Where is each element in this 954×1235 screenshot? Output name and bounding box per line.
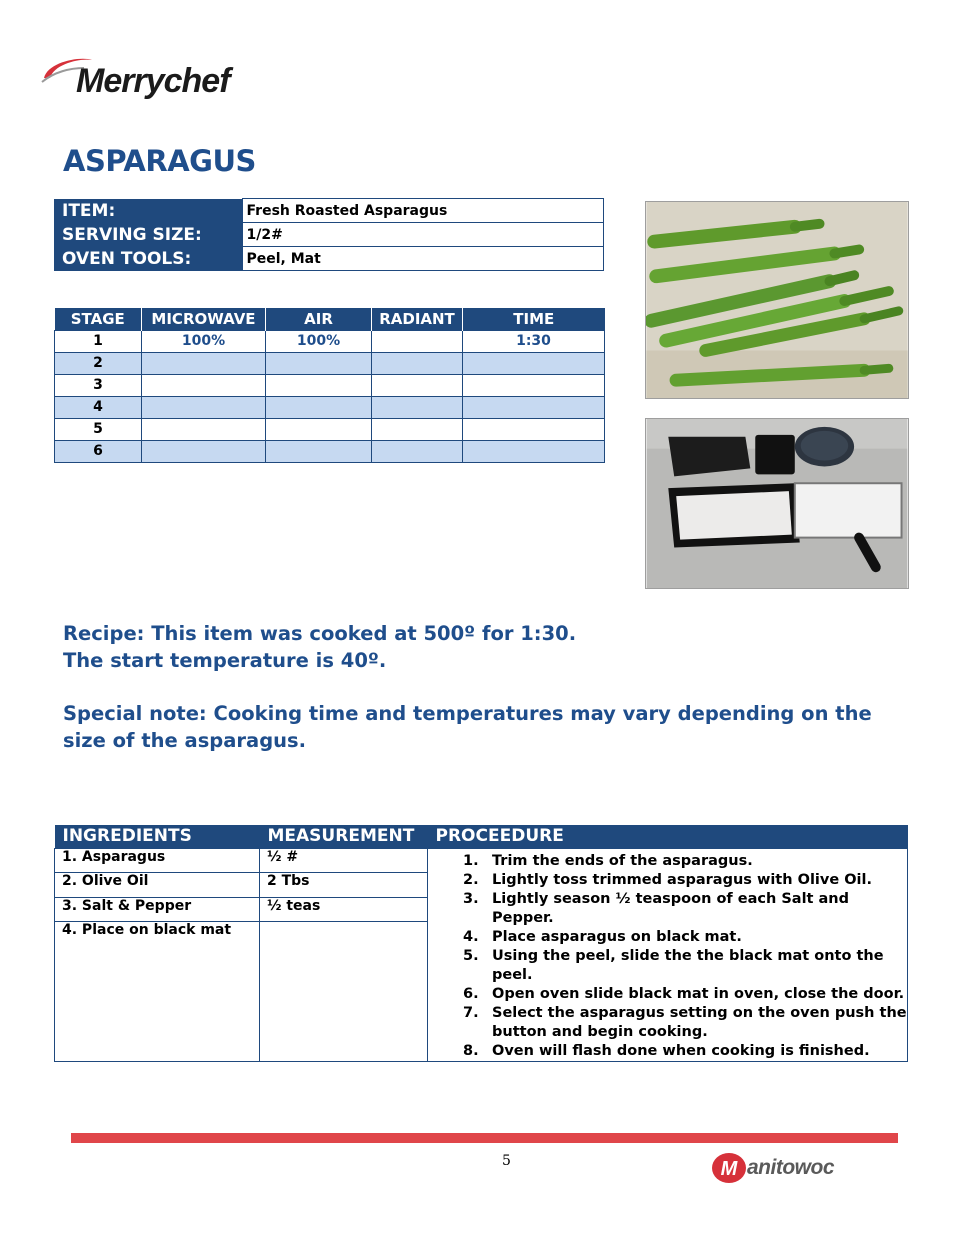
info-label: OVEN TOOLS:: [54, 247, 242, 271]
info-value: Fresh Roasted Asparagus: [242, 199, 604, 223]
air-cell: [266, 374, 372, 396]
procedure-step: 4. Place asparagus on black mat.: [463, 928, 742, 945]
recipe-line: Recipe: This item was cooked at 500º for 1:30.: [63, 622, 577, 645]
time-cell: 1:30: [463, 330, 605, 352]
ingredients-table-header: [55, 825, 908, 848]
stage-cell: 3: [55, 374, 142, 396]
radiant-cell: [372, 418, 463, 440]
microwave-cell: [142, 396, 266, 418]
col-header-ingredients: INGREDIENTS: [55, 825, 260, 848]
col-header-microwave: MICROWAVE: [142, 308, 266, 330]
manitowoc-logo: [711, 1150, 851, 1186]
stage-row: [55, 374, 605, 396]
stage-cell: 4: [55, 396, 142, 418]
ingredient-measure: ½ teas: [260, 897, 428, 922]
col-header-measurement: MEASUREMENT: [260, 825, 428, 848]
ingredient-name: 4. Place on black mat: [55, 922, 260, 1061]
stage-cell: 6: [55, 440, 142, 462]
col-header-stage: STAGE: [55, 308, 142, 330]
procedure-step: 7. Select the asparagus setting on the oven push the button and begin cooking.: [463, 1004, 907, 1040]
stage-row: [55, 352, 605, 374]
col-header-procedure: PROCEEDURE: [428, 825, 908, 848]
time-cell: [463, 374, 605, 396]
svg-text:M: M: [720, 1158, 738, 1180]
stage-row: [55, 330, 605, 352]
air-cell: [266, 418, 372, 440]
info-row-oven-tools: [54, 247, 604, 271]
stage-row: [55, 396, 605, 418]
oven-tools-photo: [645, 418, 909, 589]
radiant-cell: [372, 374, 463, 396]
ingredient-measure: [260, 922, 428, 1061]
asparagus-photo: [645, 201, 909, 399]
time-cell: [463, 396, 605, 418]
stage-table-header: [55, 308, 605, 330]
ingredient-name: 1. Asparagus: [55, 848, 260, 873]
item-info-table: [54, 198, 604, 271]
procedure-step: 3. Lightly season ½ teaspoon of each Salt and Pepper.: [463, 890, 850, 926]
procedure-cell: [428, 848, 908, 1061]
cooking-stage-table: [54, 308, 605, 463]
info-label: ITEM:: [54, 199, 242, 223]
info-value: 1/2#: [242, 223, 604, 247]
special-note: Special note: Cooking time and temperatures may vary depending on the size of the asparagus.: [63, 702, 872, 752]
procedure-step: 6. Open oven slide black mat in oven, close the door.: [463, 985, 905, 1002]
page-title: ASPARAGUS: [63, 144, 256, 178]
col-header-time: TIME: [463, 308, 605, 330]
microwave-cell: [142, 374, 266, 396]
col-header-air: AIR: [266, 308, 372, 330]
info-value: Peel, Mat: [242, 247, 604, 271]
ingredient-measure: ½ #: [260, 848, 428, 873]
procedure-step: 1. Trim the ends of the asparagus.: [463, 852, 753, 869]
info-label: SERVING SIZE:: [54, 223, 242, 247]
radiant-cell: [372, 396, 463, 418]
ingredients-procedure-table: [54, 825, 908, 1062]
stage-row: [55, 440, 605, 462]
stage-row: [55, 418, 605, 440]
air-cell: [266, 396, 372, 418]
ingredient-name: 2. Olive Oil: [55, 873, 260, 898]
microwave-cell: [142, 440, 266, 462]
procedure-list: [428, 852, 907, 1061]
page-number: 5: [502, 1153, 511, 1169]
logo-wordmark: Merrychef: [76, 62, 230, 100]
time-cell: [463, 440, 605, 462]
procedure-step: 2. Lightly toss trimmed asparagus with Olive Oil.: [463, 871, 872, 888]
info-row-serving-size: [54, 223, 604, 247]
footer-divider: [71, 1133, 898, 1143]
manitowoc-emblem-icon: [711, 1150, 751, 1186]
time-cell: [463, 352, 605, 374]
radiant-cell: [372, 352, 463, 374]
stage-cell: 1: [55, 330, 142, 352]
microwave-cell: [142, 418, 266, 440]
logo-wordmark: anitowoc: [747, 1156, 835, 1179]
start-temperature-line: The start temperature is 40º.: [63, 649, 387, 672]
col-header-radiant: RADIANT: [372, 308, 463, 330]
procedure-step: 8. Oven will flash done when cooking is finished.: [463, 1042, 870, 1059]
microwave-cell: 100%: [142, 330, 266, 352]
ingredient-measure: 2 Tbs: [260, 873, 428, 898]
radiant-cell: [372, 440, 463, 462]
stage-cell: 5: [55, 418, 142, 440]
info-row-item: [54, 199, 604, 223]
air-cell: [266, 352, 372, 374]
recipe-notes: [63, 620, 913, 754]
merrychef-logo: [40, 54, 250, 110]
air-cell: [266, 440, 372, 462]
stage-cell: 2: [55, 352, 142, 374]
ingredient-row: [55, 848, 908, 873]
radiant-cell: [372, 330, 463, 352]
microwave-cell: [142, 352, 266, 374]
procedure-step: 5. Using the peel, slide the the black mat onto the peel.: [463, 947, 884, 983]
time-cell: [463, 418, 605, 440]
air-cell: 100%: [266, 330, 372, 352]
ingredient-name: 3. Salt & Pepper: [55, 897, 260, 922]
